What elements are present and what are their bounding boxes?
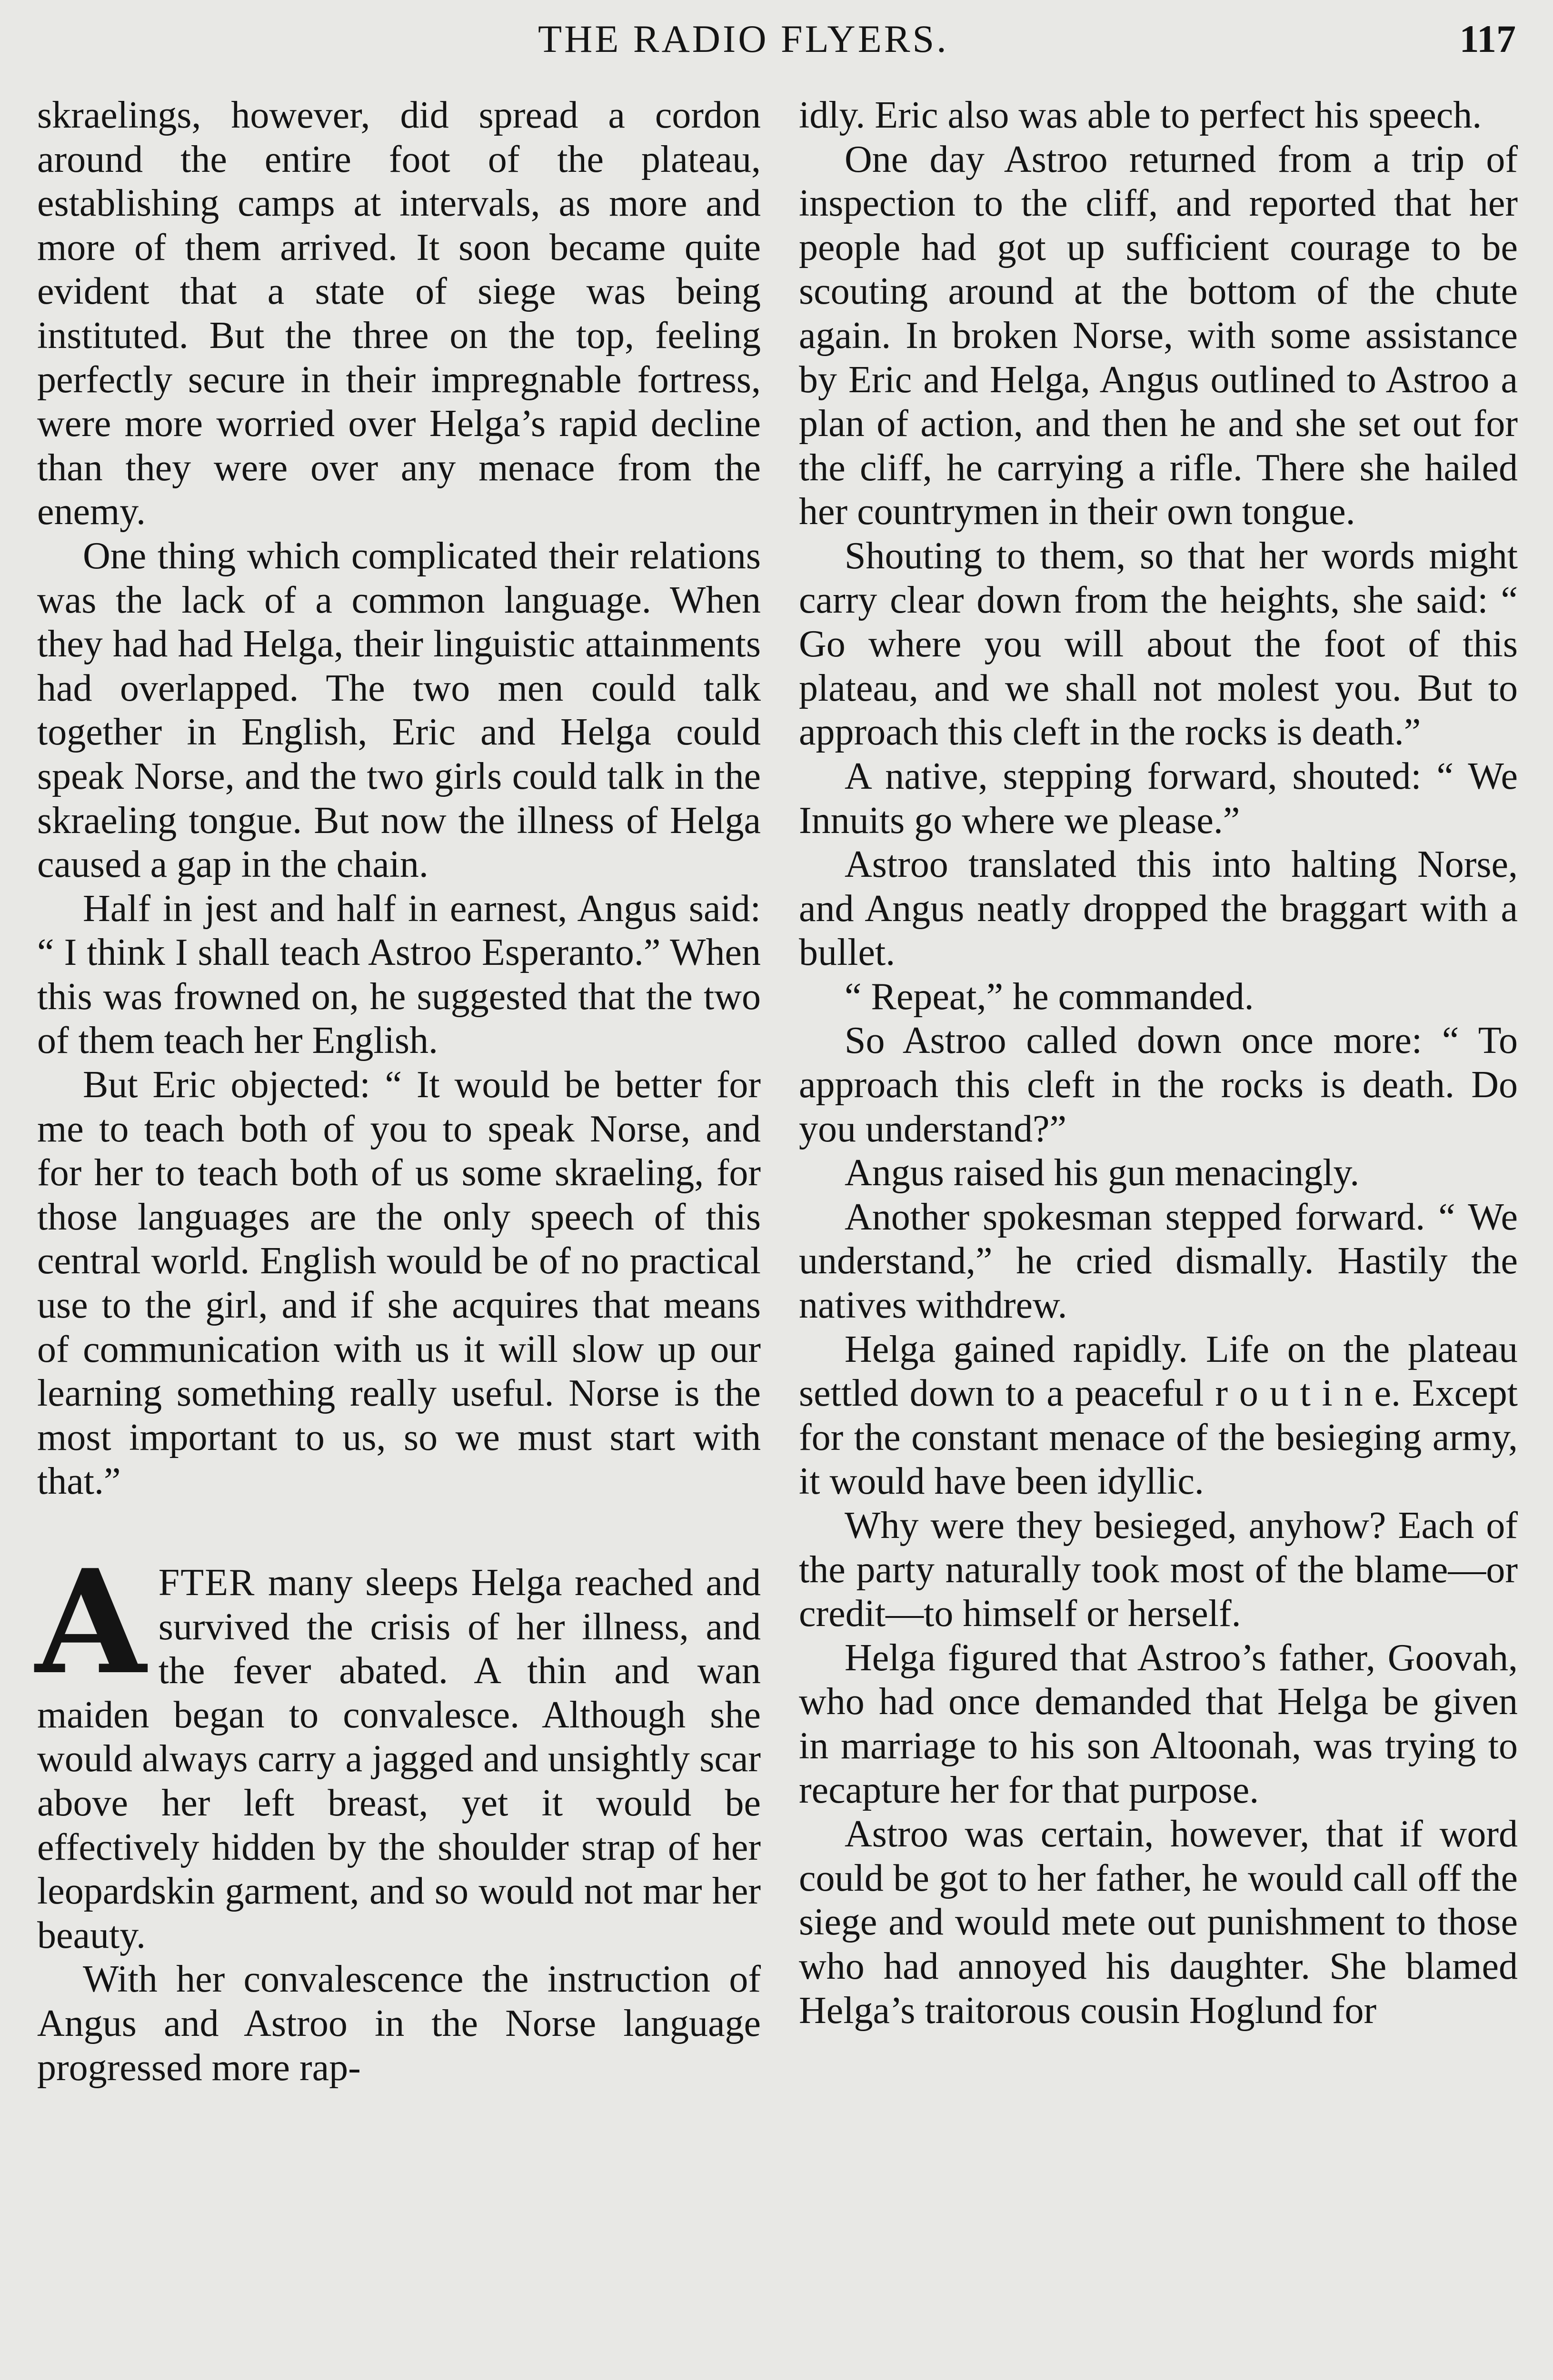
paragraph: A native, stepping forward, shouted: “ We Innuits go where we please.” xyxy=(799,755,1518,842)
paragraph-text: many sleeps Helga reached and survived the crisis of her illness, and the fever abated. A thin and wan maiden began to convalesce. Although she would always carry a jagged and unsightly scar above her left breast, yet it would be effectively hidden by the shoulder strap of her leopardskin garment, and so would not mar her beauty. xyxy=(37,1562,761,1956)
paragraph: One thing which complicated their relations was the lack of a common language. When they had had Helga, their linguistic attainments had overlapped. The two men could talk together in English, Eric and Helga could speak Norse, and the two girls could talk in the skraeling tongue. But now the illness of Helga caused a gap in the chain. xyxy=(37,535,761,886)
small-caps-lead: FTER xyxy=(158,1562,256,1604)
paragraph: Half in jest and half in earnest, Angus said: “ I think I shall teach Astroo Esperanto.” When this was frowned on, he suggested that the two of them teach her English. xyxy=(37,887,761,1062)
paragraph: Astroo was certain, however, that if word could be got to her father, he would call off the siege and would mete out punishment to those who had annoyed his daughter. She blamed Helga’s traitorous cousin Hoglund for xyxy=(799,1813,1518,2032)
paragraph: Angus raised his gun menacingly. xyxy=(845,1152,1360,1194)
paragraph: One day Astroo returned from a trip of inspection to the cliff, and reported that her people had got up sufficient courage to be scouting around at the bottom of the chute again. In broken Norse, with some assistance by Eric and Helga, Angus outlined to Astroo a plan of action, and then he and she set out for the cliff, he carrying a rifle. There she hailed her countrymen in their own tongue. xyxy=(799,138,1518,533)
right-column xyxy=(799,93,1518,2380)
paragraph: Helga figured that Astroo’s father, Goovah, who had once demanded that Helga be given in marriage to his son Altoonah, was trying to recapture her for that purpose. xyxy=(799,1636,1518,1811)
paragraph: idly. Eric also was able to perfect his speech. xyxy=(799,94,1482,136)
running-title: THE RADIO FLYERS. xyxy=(538,17,949,60)
page-header xyxy=(0,9,1553,66)
paragraph: So Astroo called down once more: “ To approach this cleft in the rocks is death. Do you understand?” xyxy=(799,1020,1518,1150)
page-number: 117 xyxy=(1459,17,1516,60)
paragraph: Helga gained rapidly. Life on the plateau settled down to a peaceful r o u t i n e. Except for the constant menace of the besieging army, it would have been idyllic. xyxy=(799,1328,1518,1503)
text-columns xyxy=(37,93,1518,2380)
paragraph: Another spokesman stepped forward. “ We understand,” he cried dismally. Hastily the natives withdrew. xyxy=(799,1196,1518,1327)
paragraph: Astroo translated this into halting Norse, and Angus neatly dropped the braggart with a bullet. xyxy=(799,843,1518,974)
paragraph: Why were they besieged, anyhow? Each of the party naturally took most of the blame—or credit—to himself or herself. xyxy=(799,1505,1518,1635)
left-column xyxy=(37,93,761,2380)
paragraph: But Eric objected: “ It would be better for me to teach both of you to speak Norse, and for her to teach both of us some skraeling, for those languages are the only speech of this central world. English would be of no practical use to the girl, and if she acquires that means of communication with us it will slow up our learning something really useful. Norse is the most important to us, so we must start with that.” xyxy=(37,1064,761,1503)
paragraph: Shouting to them, so that her words might carry clear down from the heights, she said: “ Go where you will about the foot of this plateau, and we shall not molest you. But to approach this cleft in the rocks is death.” xyxy=(799,535,1518,754)
drop-cap: A xyxy=(35,1538,146,1706)
paragraph: With her convalescence the instruction of Angus and Astroo in the Norse language progressed more rap- xyxy=(37,1958,761,2089)
paragraph: “ Repeat,” he commanded. xyxy=(845,975,1254,1018)
section-opening-paragraph xyxy=(35,1538,761,1957)
paragraph: skraelings, however, did spread a cordon around the entire foot of the plateau, establishing camps at intervals, as more and more of them arrived. It soon became quite evident that a state of siege was being instituted. But the three on the top, feeling perfectly secure in their impregnable fortress, were more worried over Helga’s rapid decline than they were over any menace from the enemy. xyxy=(37,94,761,533)
